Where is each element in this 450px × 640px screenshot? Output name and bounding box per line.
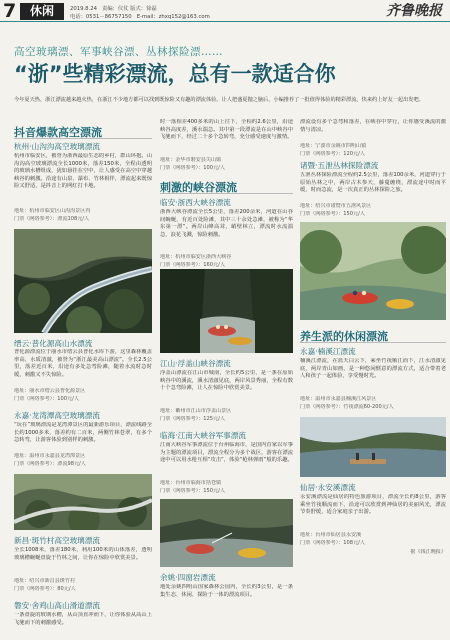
bamboo-raft-illustration: [300, 417, 446, 477]
article-title: 缙云·普化源高山水漂流: [14, 339, 93, 348]
article-text: 五泄丛林探险漂流全程约2.5公里，落差100余米，河道穿行于原始丛林之中，两岸古木参天，藤蔓缠绕，漂流途中时而平缓，时而急流，是一次真正的丛林探险之旅。: [300, 172, 446, 194]
article-title: 临海·江南大峡谷军事漂流: [160, 431, 246, 440]
article-text: 漂流设有多个急弯和落差，在峡谷中穿行，让你感受溪流的激情与清凉。: [300, 119, 446, 133]
address: 地址：衢州市江山市浮盖山景区: [160, 408, 232, 414]
article-text: 浮盖山漂流在江山市城南，全长约5公里，是一条在原始峡谷中的溪流，溪水清澈见底，两岸风景秀丽，全程有数十个急弯险滩，让人在惊险中欣赏美景。: [160, 370, 293, 392]
article-text: 杭州市临安区，被誉为浙西最原生态的乡村，群山环抱。山沟沟高空玻璃漂流全长1000米，落差150米，全程由透明的玻璃水槽组成，犹如悬挂在空中，让人感受在高空中穿越峡谷的刺激。沿途有山泉、瀑布、竹林相伴，漂流起来既惊险又舒适，是抖音上的网红打卡地。: [14, 153, 152, 190]
article-text: 时一落相差400多米的山上往下，全程约2.6公里，沿途峡谷高度差，溪水湍急。其中第一段漂流是在山中峡谷中飞驰而下，经过二十多个急转弯，充分感受速度与激情。: [160, 119, 293, 141]
address: 地址：台州市仙居县永安溪: [300, 532, 362, 538]
article-text: 普化源漂流位于丽水市缙云县普化水库下游，这里森林覆盖率高，水质清澈，被誉为“浙江最美高山漂流”。全长2.5公里，落差近百米，沿途有多处急弯险滩，随着水流时急时缓，刺激又不失惊险。: [14, 349, 152, 378]
address: 地址：绍兴市诸暨市五泄风景区: [300, 203, 372, 209]
ticket-info: 门票（网络参考）：漂流98元/人: [14, 461, 86, 467]
kicker: 高空玻璃漂、军事峡谷漂、丛林探险漂……: [14, 46, 223, 58]
article-text: 江南大峡谷军事漂流位于台州临海市，是国内首家以军事为主题的漂流项目，漂流全程分为多个战区，游客在漂流途中可以用水枪互相“攻击”，体验“枪林弹雨”般的乐趣。: [160, 442, 293, 464]
lead-paragraph: 今年夏天热，浙江漂流越来越火热，在浙江不少地方都可以找到既惊险又有趣的漂流体验。让人把盛夏抛之脑后，小编推荐了一批值得体验的精彩漂流，快来约上好友一起出发吧。: [14, 97, 424, 103]
article-title: 余姚·四窗岩漂流: [160, 573, 216, 582]
article-title: 磐安·舍鸡山高山滑道漂流: [14, 601, 100, 610]
section-title-leisure: 养生派的休闲漂流: [300, 330, 388, 343]
ticket-info: 门票（网络参考）：100元/人: [14, 396, 79, 402]
glass-slide-illustration: [14, 229, 152, 333]
article-title: 新昌·斑竹村高空玻璃漂流: [14, 536, 100, 545]
article-text: 永安溪漂流是仙居的特色旅游项目，漂流全长约8公里，游客乘坐竹筏顺流而下，沿途可以欣赏到神仙居的美丽风光，漂流节奏舒缓，适合家庭亲子出游。: [300, 494, 446, 516]
issue-date: 2019.8.24: [70, 6, 97, 12]
section-label: 休闲: [20, 3, 64, 20]
article-title: 永嘉·楠溪江漂流: [300, 347, 356, 356]
canyon-rafting-illustration: [160, 269, 293, 353]
ticket-info: 门票（网络参考）：160元/人: [160, 262, 225, 268]
glass-slide-photo: [14, 229, 152, 333]
column-2: [160, 117, 293, 640]
bamboo-slide-photo: [14, 474, 152, 530]
ticket-info: 门票（网络参考）：100元/人: [160, 165, 225, 171]
address: 地址：台州市临海市括苍镇: [160, 480, 222, 486]
contact-email: E-mail：zhxq152@163.com: [136, 14, 210, 20]
divider: [160, 193, 293, 194]
masthead-line-2: [70, 12, 210, 20]
article-title: 临安·浙西大峡谷漂流: [160, 198, 231, 207]
jungle-rafting-illustration: [300, 222, 446, 320]
newspaper-logo: 齐鲁晚报: [386, 3, 442, 19]
masthead-line-1: [70, 4, 157, 12]
ticket-info: 门票（网络参考）：125元/人: [160, 416, 225, 422]
address: 地址：宁波市余姚市四明山镇: [300, 143, 367, 149]
address: 地址：杭州市临安区山沟沟景区内: [14, 208, 91, 214]
article-title: 杭州·山沟沟高空玻璃漂流: [14, 142, 100, 151]
section-title-high-altitude: 抖音爆款高空漂流: [14, 126, 102, 139]
article-text: 浙西大峡谷漂流全长5公里，落差200余米，河道在山谷间蜿蜒，有近百处险滩，其中三十余处急滩，被称为“华东第一漂”。两岸山峰高耸，峭壁林立，漂流时水流湍急，浪花飞溅，惊险刺激。: [160, 209, 293, 238]
ticket-info: 门票（网络参考）：150元/人: [160, 488, 225, 494]
page-number: 7: [3, 0, 17, 22]
article-text: 地处余姚四明山国家森林公园内，全长约3公里，是一条集生态、休闲、探险于一体的漂流项目。: [160, 584, 293, 598]
article-title: 永嘉·龙湾潭高空玻璃漂流: [14, 411, 100, 420]
jungle-rafting-photo: [300, 222, 446, 320]
address: 地址：杭州市临安区浙西大峡谷: [160, 254, 232, 260]
ticket-info: 门票（网络参考）：150元/人: [300, 211, 365, 217]
bamboo-raft-photo: [300, 417, 446, 477]
military-rafting-photo: [160, 499, 293, 567]
article-title: 诸暨·五泄丛林探险漂流: [300, 161, 379, 170]
bamboo-slide-illustration: [14, 474, 152, 530]
article-text: 全长1008米，落差180米，利用100米的山体落差，透明玻璃槽蜿蜒盘旋于竹林之间，让你在惊险中欣赏美景。: [14, 547, 152, 561]
page-headline: “浙”些精彩漂流，总有一款适合你: [14, 62, 336, 86]
column-3: [300, 117, 446, 640]
article-title: 仙居·永安溪漂流: [300, 483, 356, 492]
ticket-info: 门票（网络参考）：120元/人: [300, 151, 365, 157]
address: 地址：温州市永嘉县楠溪江风景区: [300, 396, 377, 402]
ticket-info: 门票（网络参考）：80元/人: [14, 586, 76, 592]
divider: [14, 138, 152, 139]
column-1: [14, 117, 152, 640]
source-byline: 据《钱江晚报》: [410, 549, 446, 555]
address: 地址：金华市磐安县尖山镇: [160, 157, 222, 163]
ticket-info: 门票（网络参考）：竹筏漂流60-200元/人: [300, 404, 394, 410]
address: 地址：绍兴市新昌县斑竹村: [14, 578, 76, 584]
article-text: “玩在”玻璃漂流是龙湾潭景区的最新游乐项目，漂流线路全长约1000多米，落差约有二百米，两侧竹林苍翠，有多个急转弯，让游客体验到别样的刺激。: [14, 422, 152, 444]
canyon-rafting-photo: [160, 269, 293, 353]
ticket-info: 门票（网络参考）：漂流108元/人: [14, 216, 90, 222]
military-rafting-illustration: [160, 499, 293, 567]
article-title: 江山·浮盖山峡谷漂流: [160, 359, 231, 368]
address: 地址：温州市永嘉县龙湾潭景区: [14, 453, 86, 459]
ticket-info: 门票（网络参考）：108元/人: [300, 540, 365, 546]
divider: [300, 342, 446, 343]
section-title-canyon: 刺激的峡谷漂流: [160, 181, 237, 194]
editor-credit: 责编：仪仗 版式：徐磊: [102, 6, 157, 12]
article-text: 楠溪江漂流，在蓝天白云下，乘坐竹筏顺江而下，江水清澈见底，两岸青山如画，是一种悠闲惬意的漂流方式，适合带着老人和孩子一起体验，享受慢时光。: [300, 358, 446, 380]
address: 地址：丽水市缙云县普化源景区: [14, 388, 86, 394]
contact-phone: 电话：0531－86757150: [70, 14, 132, 20]
masthead: [0, 0, 450, 22]
article-text: 一条盘旋的玻璃水槽，从山顶直冲而下，让你体验从高山上飞驰而下的刺激感受。: [14, 612, 152, 626]
